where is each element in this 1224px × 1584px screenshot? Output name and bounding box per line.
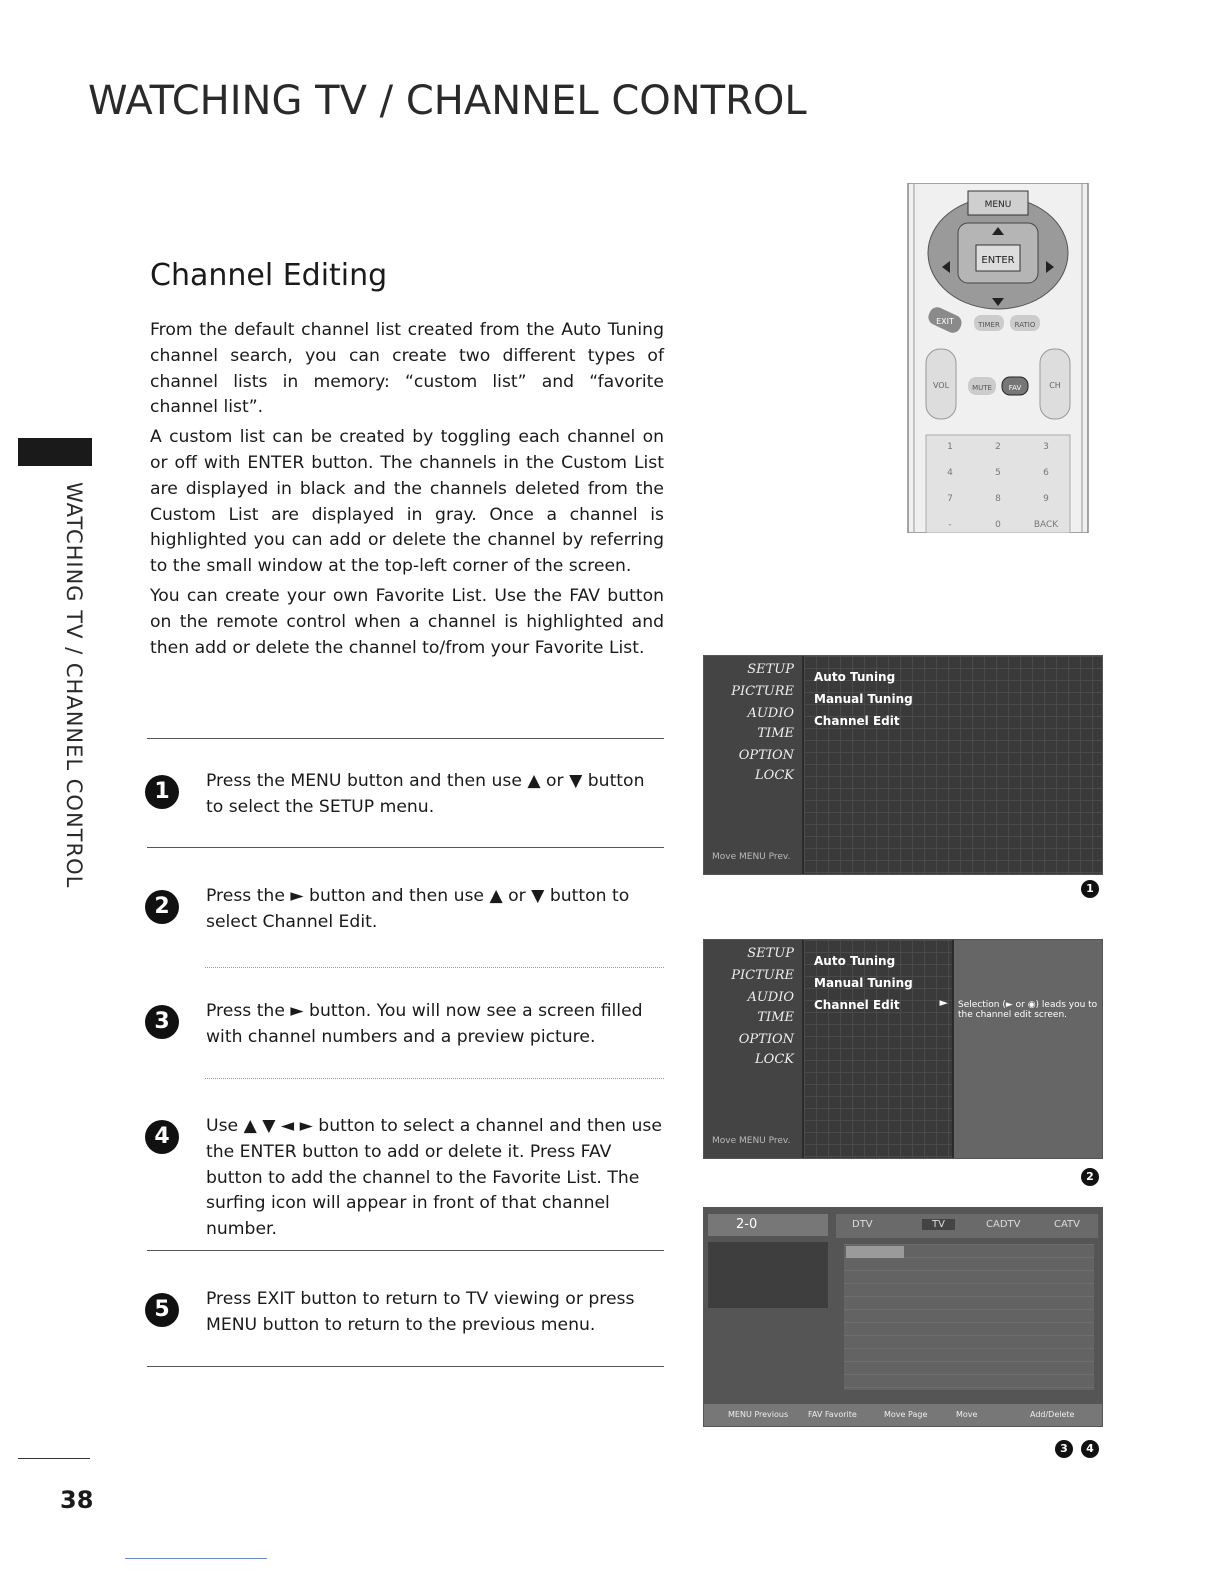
divider — [147, 1250, 664, 1251]
divider — [205, 967, 664, 968]
step-number: 1 — [145, 775, 179, 809]
divider — [147, 1366, 664, 1367]
step-text: Press EXIT button to return to TV viewing or press MENU button to return to the previous menu. — [206, 1289, 635, 1335]
intro-paragraph: You can create your own Favorite List. Use the FAV button on the remote control when a channel is highlighted and then add or delete the channel to/from your Favorite List. — [150, 585, 664, 658]
remote-key-3: 3 — [1043, 442, 1049, 452]
panel-item-auto-tuning: Auto Tuning — [814, 954, 896, 968]
panel-item-manual-tuning: Manual Tuning — [814, 976, 913, 990]
remote-key-7: 7 — [947, 494, 953, 504]
right-arrow-icon: ► — [939, 996, 948, 1009]
step-text: Press the ► button and then use ▲ or ▼ button to select Channel Edit. — [206, 886, 630, 932]
remote-key-dash: - — [948, 520, 952, 530]
menu-panel — [804, 656, 1102, 874]
footer-divider — [18, 1458, 90, 1459]
menu-footer: Move MENU Prev. — [712, 1136, 791, 1146]
remote-timer-label: TIMER — [978, 321, 1000, 329]
divider — [205, 1078, 664, 1079]
menu-panel — [804, 940, 952, 1158]
menu-item-time: TIME — [757, 1010, 794, 1025]
section-title: Channel Editing — [150, 258, 388, 293]
current-channel: 2-0 — [736, 1217, 758, 1232]
panel-item-manual-tuning: Manual Tuning — [814, 692, 913, 706]
remote-fav-label: FAV — [1008, 384, 1022, 392]
step-text: Use ▲ ▼ ◄ ► button to select a channel and then use the ENTER button to add or delete it. Press FAV button to add the channel to the Favorite List. The surfing icon will appear in front of that channel number. — [206, 1116, 662, 1240]
intro-text — [150, 318, 664, 665]
remote-ratio-label: RATIO — [1014, 321, 1036, 329]
footer-previous: MENU Previous — [728, 1410, 789, 1419]
channel-tabs — [836, 1214, 1098, 1238]
step-text: Press the MENU button and then use ▲ or ▼ button to select the SETUP menu. — [206, 771, 645, 817]
menu-screenshot-1 — [703, 655, 1103, 875]
channel-edit-screenshot — [703, 1207, 1103, 1427]
remote-enter-label: ENTER — [981, 255, 1015, 266]
menu-item-time: TIME — [757, 726, 794, 741]
figure-badge: 2 — [1081, 1168, 1099, 1186]
menu-item-setup: SETUP — [747, 662, 794, 677]
remote-exit-label: EXIT — [936, 317, 954, 326]
remote-key-4: 4 — [947, 468, 953, 478]
hint-text: Selection (► or ◉) leads you to the channel edit screen. — [958, 1000, 1098, 1020]
menu-item-audio: AUDIO — [747, 706, 794, 721]
current-channel-box — [708, 1214, 828, 1236]
menu-item-picture: PICTURE — [731, 684, 794, 699]
step-text: Press the ► button. You will now see a screen filled with channel numbers and a preview picture. — [206, 1001, 643, 1047]
panel-item-channel-edit: Channel Edit — [814, 998, 900, 1012]
menu-item-setup: SETUP — [747, 946, 794, 961]
remote-vol-label: VOL — [932, 381, 950, 390]
menu-item-lock: LOCK — [755, 768, 794, 783]
remote-mute-label: MUTE — [972, 384, 992, 392]
step-number: 2 — [145, 890, 179, 924]
tab-catv: CATV — [1054, 1219, 1080, 1230]
remote-key-0: 0 — [995, 520, 1001, 530]
tab-cadtv: CADTV — [986, 1219, 1021, 1230]
remote-menu-label: MENU — [984, 200, 1012, 210]
panel-item-channel-edit: Channel Edit — [814, 714, 900, 728]
step-number: 3 — [145, 1005, 179, 1039]
remote-key-6: 6 — [1043, 468, 1049, 478]
figure-badge: 4 — [1081, 1440, 1099, 1458]
remote-ch-label: CH — [1049, 381, 1061, 390]
divider — [147, 847, 664, 848]
side-tab-marker — [18, 438, 92, 466]
figure-badge: 3 — [1055, 1440, 1073, 1458]
highlighted-channel — [846, 1246, 904, 1258]
tab-tv: TV — [922, 1219, 955, 1230]
menu-sidebar — [704, 656, 802, 874]
hint-panel — [954, 940, 1102, 1158]
page-number: 38 — [60, 1486, 94, 1514]
footer-move-page: Move Page — [884, 1410, 928, 1419]
menu-item-option: OPTION — [738, 1032, 794, 1047]
menu-screenshot-2 — [703, 939, 1103, 1159]
menu-sidebar — [704, 940, 802, 1158]
divider — [147, 738, 664, 739]
step-number: 5 — [145, 1293, 179, 1327]
channel-footer — [704, 1404, 1102, 1426]
page-title: WATCHING TV / CHANNEL CONTROL — [88, 78, 807, 124]
footer-favorite: FAV Favorite — [808, 1410, 857, 1419]
footer-move: Move — [956, 1410, 978, 1419]
intro-paragraph: A custom list can be created by toggling each channel on or off with ENTER button. The channels in the Custom List are displayed in black and the channels deleted from the Custom List are displayed in gray. Once a channel is highlighted you can add or delete the channel by referring to the small window at the top-left corner of the screen. — [150, 427, 664, 577]
remote-control-illustration — [906, 183, 1090, 533]
menu-item-lock: LOCK — [755, 1052, 794, 1067]
bottom-link-line — [125, 1558, 267, 1559]
remote-key-1: 1 — [947, 442, 953, 452]
preview-picture — [708, 1242, 828, 1308]
menu-item-audio: AUDIO — [747, 990, 794, 1005]
remote-key-back: BACK — [1033, 520, 1059, 530]
tab-dtv: DTV — [852, 1219, 873, 1230]
figure-badge: 1 — [1081, 880, 1099, 898]
footer-add-delete: Add/Delete — [1030, 1410, 1075, 1419]
menu-item-picture: PICTURE — [731, 968, 794, 983]
menu-item-option: OPTION — [738, 748, 794, 763]
remote-key-9: 9 — [1043, 494, 1049, 504]
remote-key-8: 8 — [995, 494, 1001, 504]
panel-item-auto-tuning: Auto Tuning — [814, 670, 896, 684]
channel-grid — [844, 1244, 1094, 1390]
step-number: 4 — [145, 1120, 179, 1154]
remote-key-2: 2 — [995, 442, 1001, 452]
side-tab-label: WATCHING TV / CHANNEL CONTROL — [62, 482, 86, 889]
menu-footer: Move MENU Prev. — [712, 852, 791, 862]
intro-paragraph: From the default channel list created from the Auto Tuning channel search, you can create two different types of channel lists in memory: “custom list” and “favorite channel list”. — [150, 320, 664, 418]
remote-key-5: 5 — [995, 468, 1001, 478]
